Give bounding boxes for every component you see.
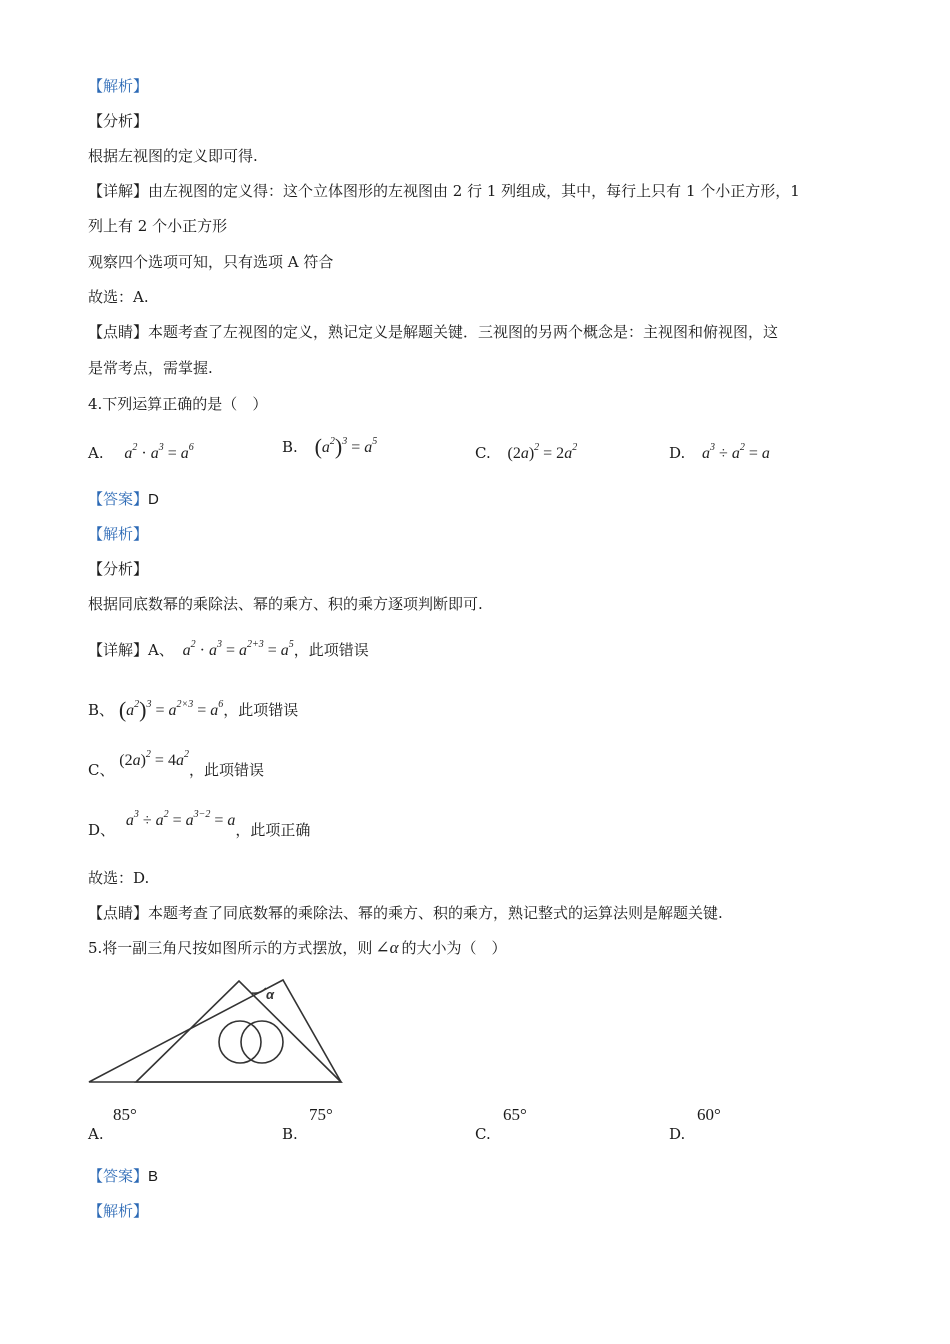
q5-stem [88,938,507,958]
q4-detail-b-result: ，此项错误 [223,701,299,719]
q4-option-a-label: A. [88,444,104,462]
q4-detail-d [88,809,311,841]
alpha-angle-arc [252,988,266,993]
q4-detail-c-prefix: C、 [88,761,115,779]
q4-detail-c [88,749,264,781]
q5-option-b-letter: B. [282,1125,298,1143]
q4-answer-value: D [148,491,159,508]
q5-option-b-value: 75° [309,1105,333,1124]
q4-dianjing-tag: 【点睛】 [88,904,149,922]
q5-answer-tag: 【答案】 [88,1167,149,1185]
q4-detail-a [88,640,369,661]
triangle-rulers-figure [86,975,348,1089]
large-triangle [89,980,341,1082]
q4-detail-a-formula: $a^2 \cdot a^3 = a^{2+3} = a^5$ [182,639,294,659]
q4-detail-c-result: ，此项错误 [188,761,264,779]
analysis-tag: 【解析】 [88,77,149,95]
q4-option-d [669,443,770,464]
q4-option-d-label: D. [669,444,686,462]
q4-answer-line [88,489,159,510]
q3-xiangjie-text-1: 由左视图的定义得：这个立体图形的左视图由 2 行 1 列组成，其中，每行上只有 1 个小正方形，1 [148,182,800,200]
q4-option-c [475,443,577,464]
q3-answer-line: 故选：A. [88,288,149,306]
q4-option-d-formula: $a^3 \div a^2 = a$ [702,442,770,462]
q4-option-b [282,434,378,459]
ruler-hole-right [241,1021,283,1063]
q4-option-c-formula: $(2a)^2 = 2a^2$ [507,442,578,462]
q4-detail-b-prefix: B、 [88,701,115,719]
q4-detail-d-prefix: D、 [88,821,116,839]
q5-option-d-value: 60° [697,1105,721,1124]
q4-detail-a-prefix: A、 [148,641,174,659]
q5-answer-value: B [148,1168,159,1185]
q3-xiangjie-text-2: 列上有 2 个小正方形 [88,217,228,235]
q4-detail-a-result: ，此项错误 [293,641,369,659]
q3-fenxi-text: 根据左视图的定义即可得. [88,147,258,165]
q4-detail-b-formula: $(a^2)^3 = a^{2\times 3} = a^6$ [118,697,224,722]
q3-observe: 观察四个选项可知，只有选项 A 符合 [88,253,334,271]
q4-detail-b [88,697,299,722]
q3-dianjing-text-1: 本题考查了左视图的定义，熟记定义是解题关键．三视图的另两个概念是：主视图和俯视图，这 [148,323,779,341]
q5-option-a-letter: A. [88,1125,104,1143]
q4-stem: 4.下列运算正确的是（ ） [88,395,268,413]
q5-option-c-letter: C. [475,1125,491,1143]
q5-option-d-letter: D. [669,1125,686,1143]
fenxi-tag: 【分析】 [88,112,149,130]
q4-answer-conclusion: 故选：D. [88,869,150,887]
q5-answer-line [88,1166,158,1187]
q4-option-b-formula: $(a^2)^3 = a^5$ [314,434,378,459]
q5-stem-before: 5.将一副三角尺按如图所示的方式摆放，则 [88,939,373,957]
q4-option-c-label: C. [475,444,491,462]
xiangjie-tag: 【详解】 [88,182,149,200]
q4-xiangjie-tag: 【详解】 [88,641,149,659]
q3-dianjing-line-1 [88,322,778,342]
q4-detail-c-formula: $(2a)^2 = 4a^2$ [119,749,189,769]
q5-option-c-value: 65° [503,1105,527,1124]
q3-dianjing-text-2: 是常考点，需掌握. [88,359,213,377]
ruler-hole-left [219,1021,261,1063]
q5-stem-after: 的大小为（ ） [401,939,507,957]
answer-tag: 【答案】 [88,490,149,508]
q5-analysis-tag: 【解析】 [88,1202,149,1220]
q4-dianjing-line [88,903,723,923]
small-triangle [136,981,341,1082]
dianjing-tag: 【点睛】 [88,323,149,341]
q4-option-a [88,443,194,464]
q5-stem-angle: ∠α [375,938,399,957]
q4-option-a-formula: $a^2 \cdot a^3 = a^6$ [124,442,194,462]
q4-detail-d-result: ，此项正确 [235,821,311,839]
q4-fenxi-text: 根据同底数幂的乘除法、幂的乘方、积的乘方逐项判断即可. [88,595,483,613]
q5-option-a-value: 85° [113,1105,137,1124]
q4-fenxi-tag: 【分析】 [88,560,149,578]
q4-analysis-tag: 【解析】 [88,525,149,543]
q4-dianjing-text: 本题考查了同底数幂的乘除法、幂的乘方、积的乘方，熟记整式的运算法则是解题关键. [148,904,723,922]
q4-detail-d-formula: $a^3 \div a^2 = a^{3-2} = a$ [125,809,236,829]
q4-option-b-label: B. [282,438,298,456]
alpha-label: α [266,987,275,1002]
q3-xiangjie-line-1 [88,181,800,201]
